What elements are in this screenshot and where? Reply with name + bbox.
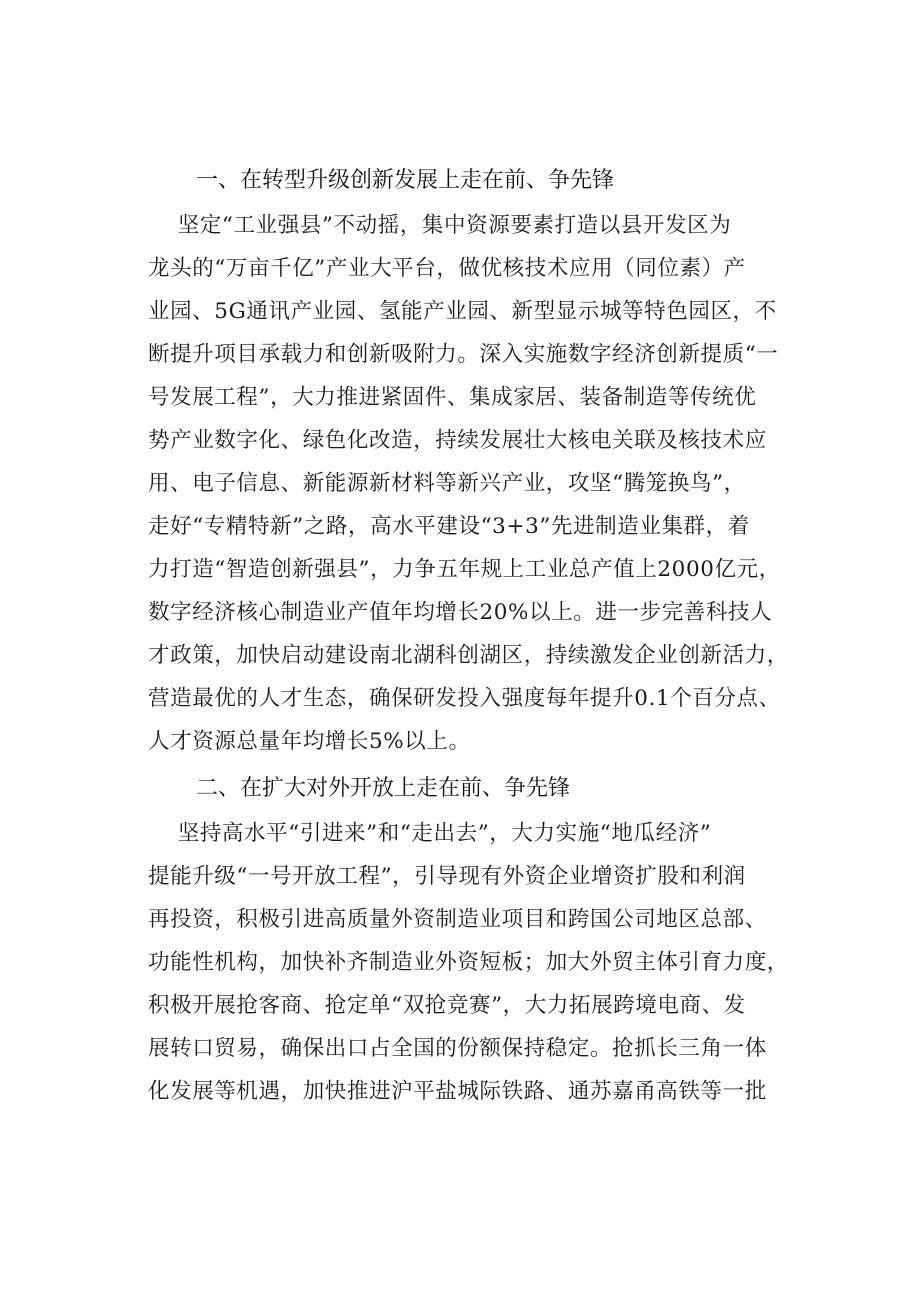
paragraph-line: 积极开展抢客商、抢定单“双抢竞赛”，大力拓展跨境电商、发 — [148, 993, 746, 1018]
paragraph-line: 坚定“工业强县”不动摇，集中资源要素打造以县开发区为 — [148, 213, 732, 238]
section-1-heading: 一、在转型升级创新发展上走在前、争先锋 — [196, 168, 615, 193]
paragraph-line: 势产业数字化、绿色化改造，持续发展壮大核电关联及核技术应 — [148, 428, 767, 453]
paragraph-line: 龙头的“万亩千亿”产业大平台，做优核技术应用（同位素）产 — [148, 256, 746, 281]
section-2-heading: 二、在扩大对外开放上走在前、争先锋 — [196, 776, 571, 801]
paragraph-line: 数字经济核心制造业产值年均增长20%以上。进一步完善科技人 — [148, 600, 773, 625]
paragraph-line: 号发展工程”，大力推进紧固件、集成家居、装备制造等传统优 — [148, 385, 757, 410]
paragraph-line: 再投资，积极引进高质量外资制造业项目和跨国公司地区总部、 — [148, 907, 767, 932]
paragraph-line: 才政策，加快启动建设南北湖科创湖区，持续激发企业创新活力， — [148, 643, 789, 668]
paragraph-line: 业园、5G通讯产业园、氢能产业园、新型显示城等特色园区，不 — [148, 299, 777, 324]
paragraph-line: 断提升项目承载力和创新吸附力。深入实施数字经济创新提质“一 — [148, 342, 779, 367]
paragraph-line: 功能性机构，加快补齐制造业外资短板；加大外贸主体引育力度， — [148, 950, 789, 975]
paragraph-line: 走好“专精特新”之路，高水平建设“3+3”先进制造业集群，着 — [148, 514, 750, 539]
paragraph-line: 化发展等机遇，加快推进沪平盐城际铁路、通苏嘉甬高铁等一批 — [148, 1079, 767, 1104]
paragraph-line: 人才资源总量年均增长5%以上。 — [148, 729, 471, 754]
paragraph-line: 营造最优的人才生态，确保研发投入强度每年提升0.1个百分点、 — [148, 686, 781, 711]
paragraph-line: 提能升级“一号开放工程”，引导现有外资企业增资扩股和利润 — [148, 864, 746, 889]
paragraph-line: 用、电子信息、新能源新材料等新兴产业，攻坚“腾笼换鸟”， — [148, 471, 746, 496]
section-1-paragraph — [148, 204, 828, 763]
section-2-paragraph — [148, 812, 828, 1113]
paragraph-line: 力打造“智造创新强县”，力争五年规上工业总产值上2000亿元， — [148, 557, 781, 582]
paragraph-line: 坚持高水平“引进来”和“走出去”，大力实施“地瓜经济” — [148, 821, 712, 846]
paragraph-line: 展转口贸易，确保出口占全国的份额保持稳定。抢抓长三角一体 — [148, 1036, 767, 1061]
